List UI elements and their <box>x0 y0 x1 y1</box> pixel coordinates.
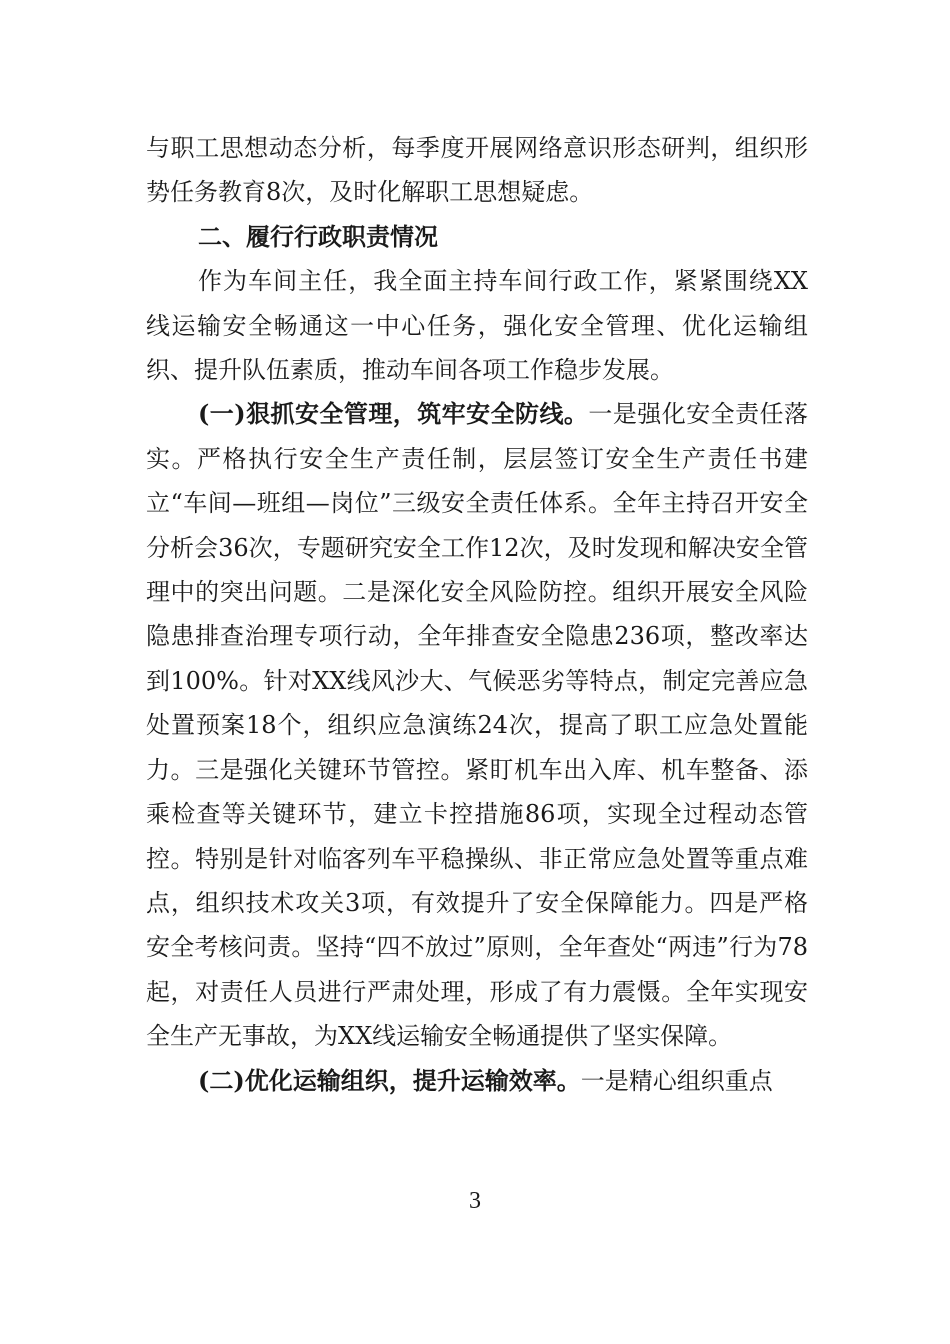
subsection-2-title: (二)优化运输组织，提升运输效率。 <box>198 1065 581 1095</box>
document-body <box>146 126 808 1103</box>
section-heading-text: 二、履行行政职责情况 <box>198 222 438 251</box>
page-number: 3 <box>469 1188 481 1214</box>
subsection-2-body: 一是精心组织重点 <box>580 1066 773 1095</box>
intro-paragraph: 作为车间主任，我全面主持车间行政工作，紧紧围绕XX线运输安全畅通这一中心任务，强化安全管理、优化运输组织、提升队伍素质，推动车间各项工作稳步发展。 <box>146 267 808 385</box>
subsection-2-paragraph <box>146 1059 808 1103</box>
subsection-1-body: 一是强化安全责任落实。严格执行安全生产责任制，层层签订安全生产责任书建立“车间—班组—岗位”三级安全责任体系。全年主持召开安全分析会36次，专题研究安全工作12次，及时发现和解决安全管理中的突出问题。二是深化安全风险防控。组织开展安全风险隐患排查治理专项行动，全年排查安全隐患236项，整改率达到100%。针对XX线风沙大、气候恶劣等特点，制定完善应急处置预案18个，组织应急演练24次，提高了职工应急处置能力。三是强化关键环节管控。紧盯机车出入库、机车整备、添乘检查等关键环节，建立卡控措施86项，实现全过程动态管控。特别是针对临客列车平稳操纵、非正常应急处置等重点难点，组织技术攻关3项，有效提升了安全保障能力。四是严格安全考核问责。坚持“四不放过”原则，全年查处“两违”行为78起，对责任人员进行严肃处理，形成了有力震慑。全年实现安全生产无事故，为XX线运输安全畅通提供了坚实保障。 <box>146 400 808 1051</box>
continuation-paragraph: 与职工思想动态分析，每季度开展网络意识形态研判，组织形势任务教育8次，及时化解职工思想疑虑。 <box>146 134 808 207</box>
subsection-1-paragraph <box>146 392 808 1058</box>
section-heading <box>146 215 808 259</box>
subsection-1-title: (一)狠抓安全管理，筑牢安全防线。 <box>198 399 589 429</box>
